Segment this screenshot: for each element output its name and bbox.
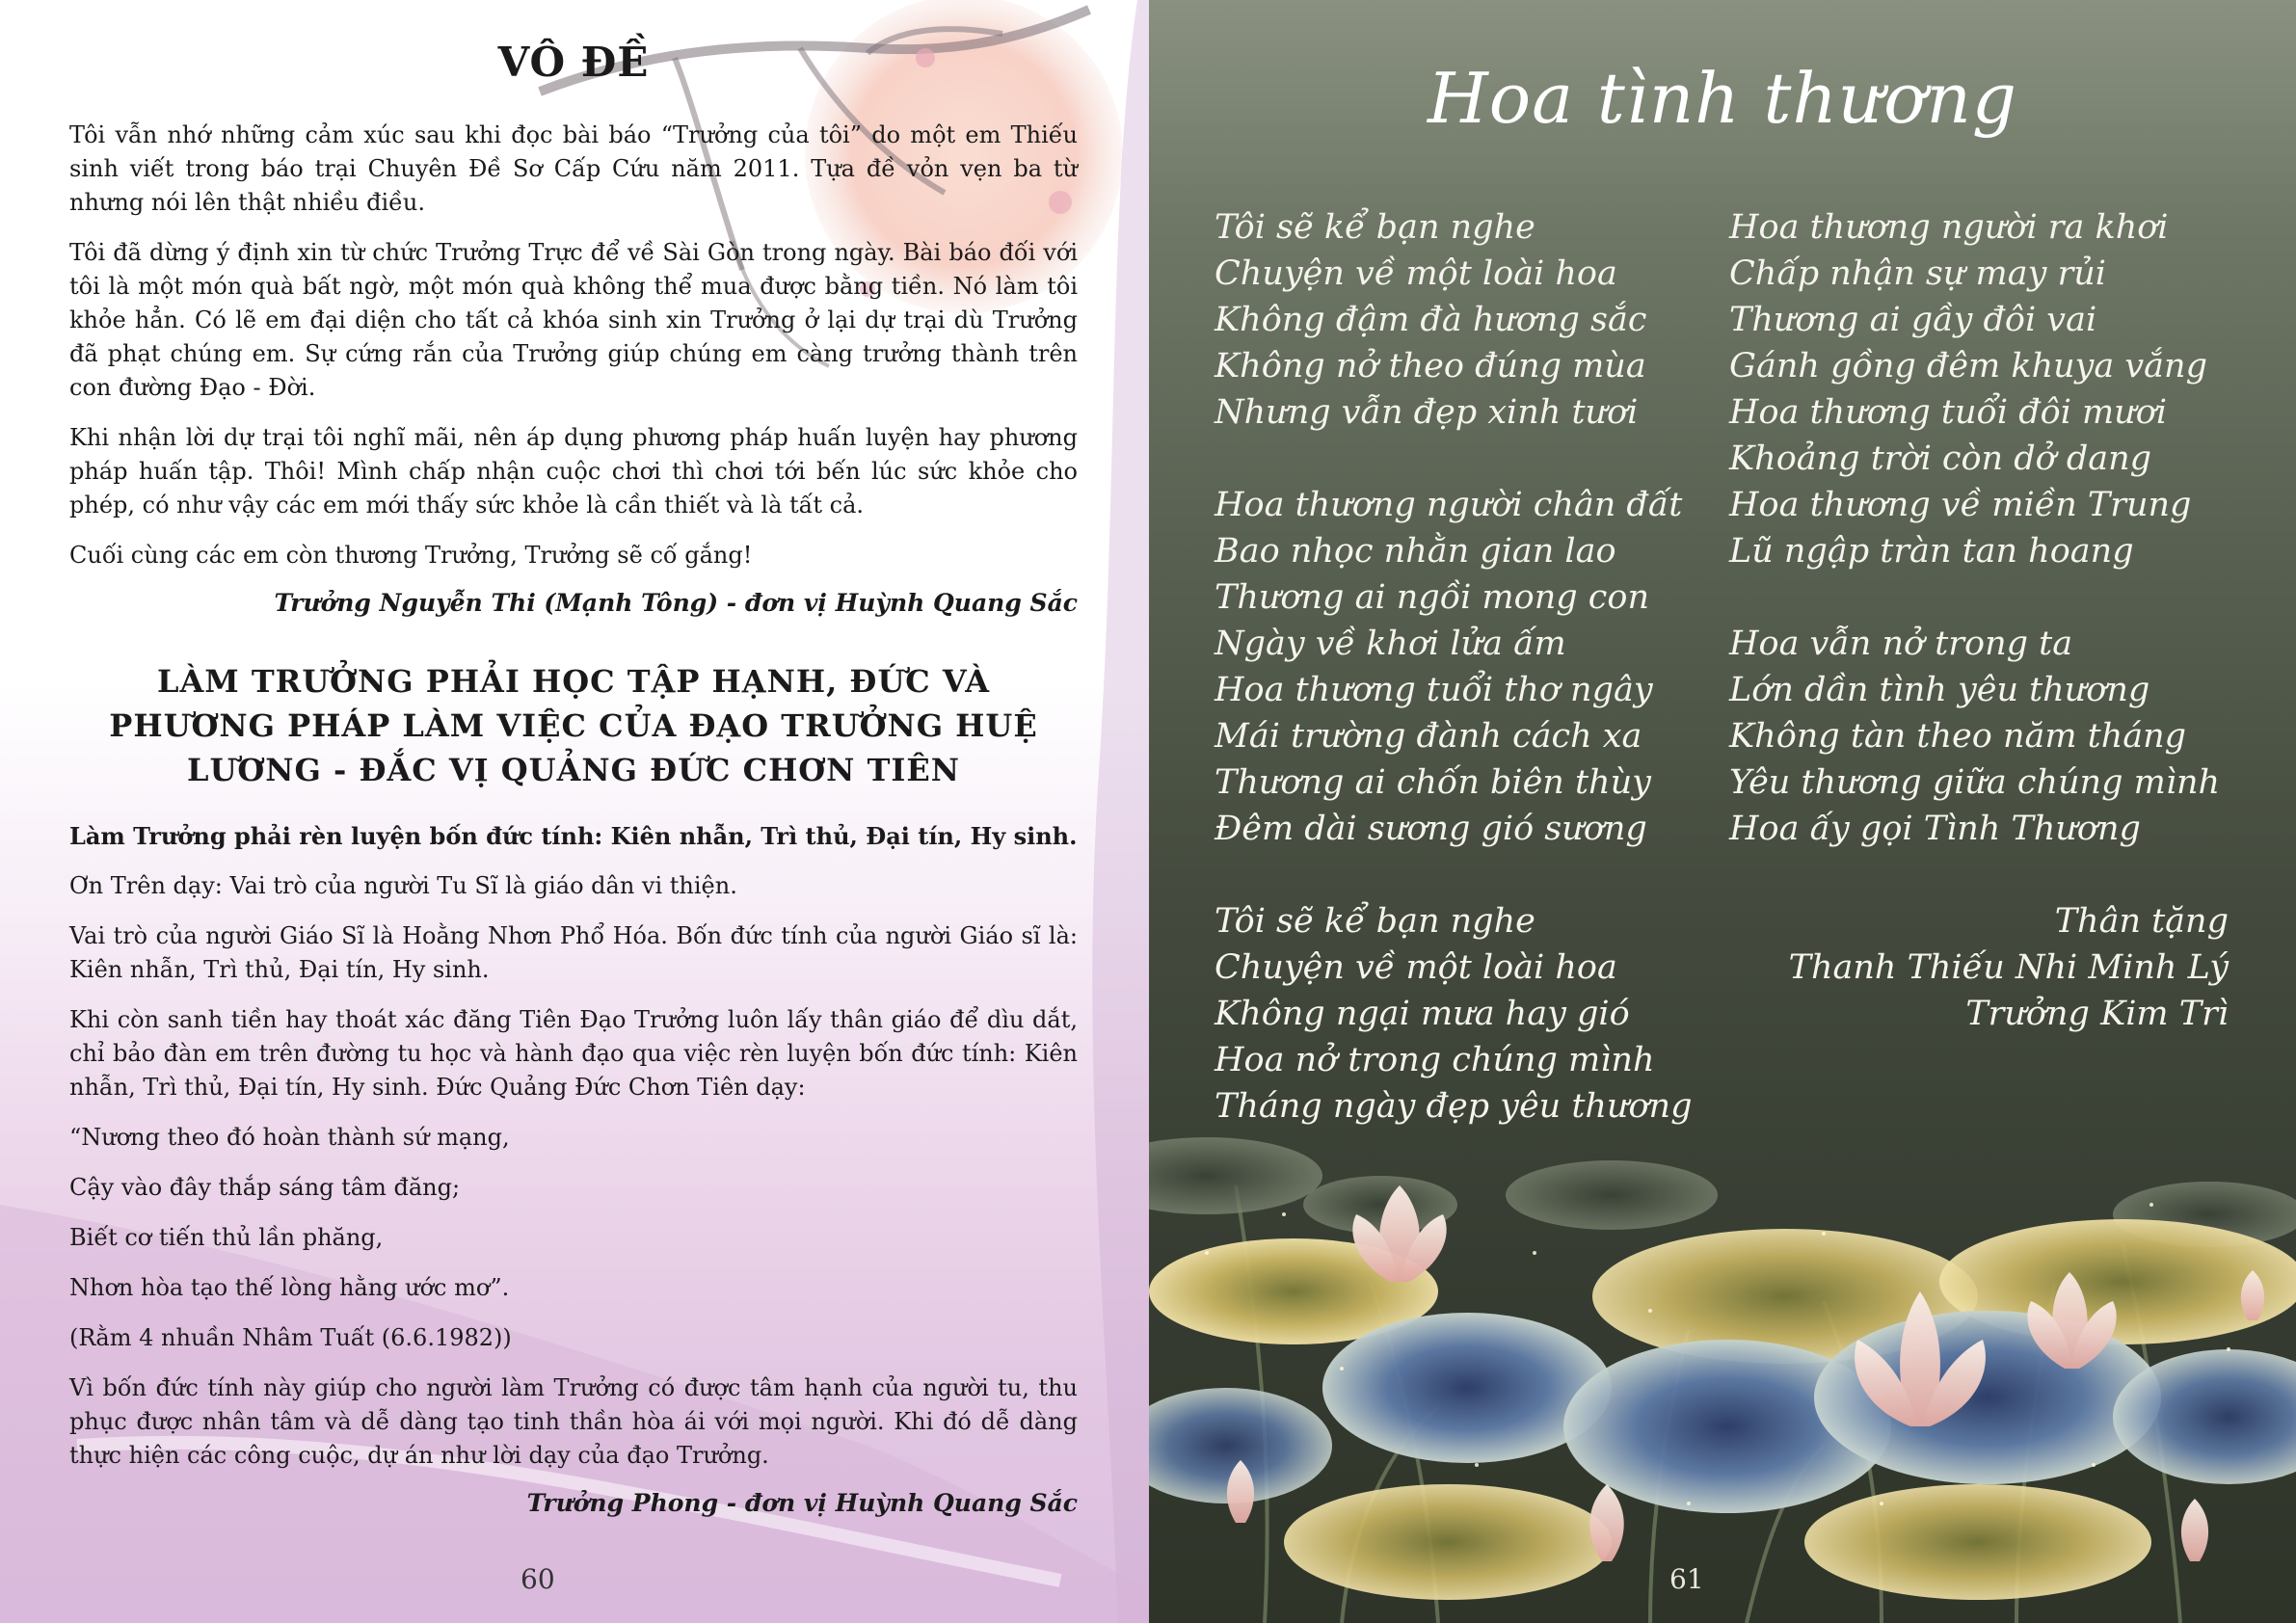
- page-number-left: 60: [521, 1563, 555, 1595]
- poem-dedication: [1789, 898, 2229, 1037]
- article-paragraph: Cuối cùng các em còn thương Trưởng, Trưởng sẽ cố gắng!: [69, 542, 753, 569]
- poem-line: Hoa thương tuổi thơ ngây: [1215, 671, 1653, 709]
- poem-line: Lớn dần tình yêu thương: [1729, 671, 2150, 709]
- poem-line: Chuyện về một loài hoa: [1215, 254, 1617, 293]
- article-signature: Trưởng Nguyễn Thi (Mạnh Tông) - đơn vị Huỳnh Quang Sắc: [274, 589, 1078, 617]
- poem-line: Hoa thương tuổi đôi mươi: [1729, 393, 2168, 432]
- poem-line: Tháng ngày đẹp yêu thương: [1215, 1087, 1693, 1126]
- right-page: [1149, 0, 2296, 1623]
- verse-line: Biết cơ tiến thủ lần phăng,: [69, 1224, 384, 1251]
- poem-title: Hoa tình thương: [1427, 58, 2018, 139]
- article-paragraph: Khi nhận lời dự trại tôi nghĩ mãi, nên áp dụng phương pháp huấn luyện hay phương pháp huấn tập. Thôi! Mình chấp nhận cuộc chơi thì chơi tới bến lúc sức khỏe cho phép, có như vậy các em mới thấy sức khỏe là cần thiết và là tất cả.: [69, 424, 1078, 519]
- lotus-leaf: [1149, 1137, 1322, 1214]
- poem-line: Yêu thương giữa chúng mình: [1729, 763, 2221, 802]
- poem-line: Nhưng vẫn đẹp xinh tươi: [1215, 393, 1639, 432]
- lotus-leaf: [1284, 1484, 1612, 1600]
- lotus-leaf: [1506, 1160, 1718, 1230]
- poem-line: Mái trường đành cách xa: [1215, 717, 1642, 756]
- poem-column-left: [1215, 204, 1693, 1130]
- poem-line: Đêm dài sương gió sương: [1215, 810, 1647, 848]
- poem-line: Hoa nở trong chúng mình: [1215, 1041, 1655, 1079]
- dedication-line: Thanh Thiếu Nhi Minh Lý: [1788, 948, 2229, 987]
- lotus-leaf: [1804, 1484, 2151, 1600]
- poem-line: Tôi sẽ kể bạn nghe: [1215, 208, 1535, 247]
- article-paragraph: Khi còn sanh tiền hay thoát xác đăng Tiên Đạo Trưởng luôn lấy thân giáo để dìu dắt, chỉ bảo đàn em trên đường tu học và hành đạo qua việc rèn luyện bốn đức tính: Kiên nhẫn, Trì thủ, Đại tín, Hy sinh. Đức Quảng Đức Chơn Tiên dạy:: [69, 1006, 1078, 1101]
- poem-line: Tôi sẽ kể bạn nghe: [1215, 902, 1535, 941]
- poem-line: Lũ ngập tràn tan hoang: [1729, 532, 2134, 571]
- poem-line: Ngày về khơi lửa ấm: [1215, 625, 1566, 663]
- poem-line: Chấp nhận sự may rủi: [1729, 254, 2106, 293]
- article-subheading: Làm Trưởng phải rèn luyện bốn đức tính: Kiên nhẫn, Trì thủ, Đại tín, Hy sinh.: [69, 822, 1078, 850]
- poem-line: Hoa thương về miền Trung: [1729, 486, 2192, 524]
- poem-column-right: [1729, 204, 2220, 852]
- article-paragraph: Vì bốn đức tính này giúp cho người làm Trưởng có được tâm hạnh của người tu, thu phục được nhân tâm và dễ dàng tạo tinh thần hòa ái với mọi người. Khi đó dễ dàng thực hiện các công cuộc, dự án như lời dạy của đạo Trưởng.: [69, 1374, 1078, 1469]
- article-paragraph: Tôi đã dừng ý định xin từ chức Trưởng Trực để về Sài Gòn trong ngày. Bài báo đối với tôi là một món quà bất ngờ, một món quà không thể mua được bằng tiền. Nó làm tôi khỏe hẳn. Có lẽ em đại diện cho tất cả khóa sinh xin Trưởng ở lại dự trại dù Trưởng đã phạt chúng em. Sự cứng rắn của Trưởng giúp chúng em càng trưởng thành trên con đường Đạo - Đời.: [69, 239, 1078, 401]
- poem-line: Khoảng trời còn dở dang: [1729, 439, 2152, 478]
- left-page-content: [69, 39, 1078, 1517]
- poem-line: Không nở theo đúng mùa: [1215, 347, 1646, 386]
- dedication-line: Trưởng Kim Trì: [1965, 995, 2229, 1033]
- poem-line: Hoa vẫn nở trong ta: [1729, 625, 2073, 663]
- poem-line: Chuyện về một loài hoa: [1215, 948, 1617, 987]
- article-title-lam-truong: LÀM TRƯỞNG PHẢI HỌC TẬP HẠNH, ĐỨC VÀ PHƯƠNG PHÁP LÀM VIỆC CỦA ĐẠO TRƯỞNG HUỆ LƯƠNG - ĐẮC VỊ QUẢNG ĐỨC CHƠN TIÊN: [109, 663, 1038, 788]
- verse-line: Nhơn hòa tạo thế lòng hằng ước mơ”.: [69, 1274, 510, 1301]
- verse-line: “Nương theo đó hoàn thành sứ mạng,: [69, 1124, 510, 1151]
- article-paragraph: Ơn Trên dạy: Vai trò của người Tu Sĩ là giáo dân vi thiện.: [69, 872, 737, 899]
- article-paragraph: Tôi vẫn nhớ những cảm xúc sau khi đọc bài báo “Trưởng của tôi” do một em Thiếu sinh viết trong báo trại Chuyên Đề Sơ Cấp Cứu năm 2011. Tựa đề vỏn vẹn ba từ nhưng nói lên thật nhiều điều.: [69, 121, 1078, 216]
- poem-line: Không tàn theo năm tháng: [1729, 717, 2187, 756]
- dedication-line: Thân tặng: [2054, 902, 2229, 941]
- article-title-vo-de: VÔ ĐỀ: [497, 39, 650, 86]
- poem-line: Bao nhọc nhằn gian lao: [1215, 532, 1616, 571]
- poem-line: Thương ai gầy đôi vai: [1729, 301, 2097, 339]
- poem-line: Không ngại mưa hay gió: [1215, 995, 1630, 1033]
- brush-stroke-right: [1092, 0, 1149, 1623]
- poem-line: Thương ai ngồi mong con: [1215, 578, 1649, 617]
- poem-line: Không đậm đà hương sắc: [1215, 301, 1647, 339]
- poem-line: Hoa thương người chân đất: [1215, 486, 1683, 524]
- poem-line: Hoa ấy gọi Tình Thương: [1729, 810, 2141, 848]
- page-number-right: 61: [1669, 1563, 1704, 1595]
- poem-line: Hoa thương người ra khơi: [1729, 208, 2169, 247]
- verse-citation: (Rằm 4 nhuần Nhâm Tuất (6.6.1982)): [69, 1324, 512, 1351]
- article-signature: Trưởng Phong - đơn vị Huỳnh Quang Sắc: [526, 1489, 1078, 1517]
- poem-line: Thương ai chốn biên thùy: [1215, 763, 1651, 802]
- poem-line: Gánh gồng đêm khuya vắng: [1729, 347, 2207, 386]
- article-paragraph: Vai trò của người Giáo Sĩ là Hoằng Nhơn Phổ Hóa. Bốn đức tính của người Giáo sĩ là: Kiên nhẫn, Trì thủ, Đại tín, Hy sinh.: [69, 922, 1078, 983]
- verse-line: Cậy vào đây thắp sáng tâm đăng;: [69, 1174, 461, 1201]
